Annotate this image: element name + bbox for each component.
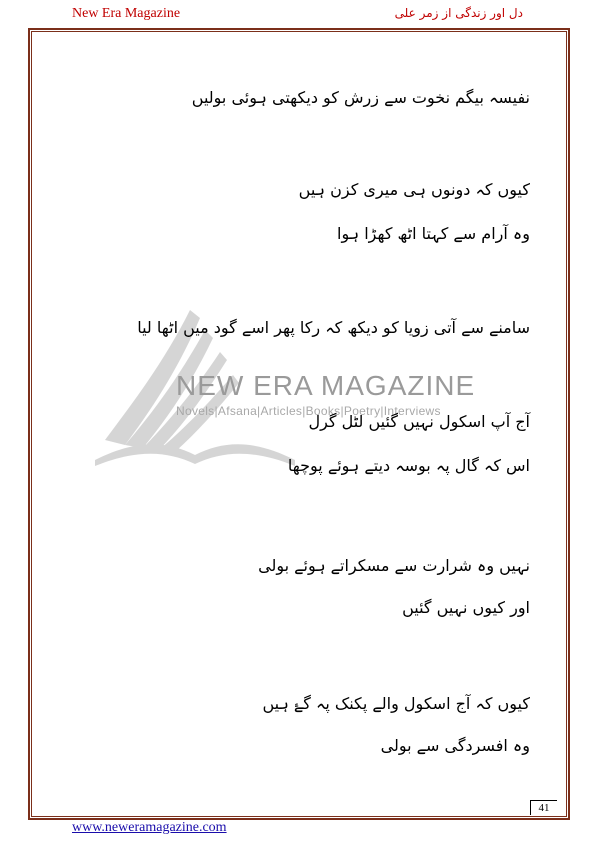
novel-title-header: دل اور زندگی از زمر علی: [394, 6, 523, 20]
watermark-title: NEW ERA MAGAZINE: [176, 370, 476, 401]
body-line-3: وہ آرام سے کہتا اٹھ کھڑا ہوا: [337, 224, 530, 243]
body-line-5: آج آپ اسکول نہیں گئیں لٹل گرل: [308, 412, 530, 431]
body-line-10: وہ افسردگی سے بولی: [380, 736, 530, 755]
body-line-9: کیوں کہ آج اسکول والے پکنک پہ گۓ ہیں: [262, 694, 530, 713]
body-line-8: اور کیوں نہیں گئیں: [402, 598, 530, 617]
body-line-6: اس کہ گال پہ بوسہ دیتے ہوئے پوچھا: [287, 456, 530, 475]
body-line-1: نفیسہ بیگم نخوت سے زرش کو دیکھتی ہوئی بولیں: [191, 88, 530, 107]
body-line-2: کیوں کہ دونوں ہی میری کزن ہیں: [298, 180, 530, 199]
page-number: 41: [530, 800, 557, 815]
website-link[interactable]: www.neweramagazine.com: [72, 820, 227, 835]
watermark-subtitle: Novels|Afsana|Articles|Books|Poetry|Interviews: [176, 404, 441, 418]
body-line-7: نہیں وہ شرارت سے مسکراتے ہوئے بولی: [258, 556, 530, 575]
body-line-4: سامنے سے آتی زویا کو دیکھ کہ رکا پھر اسے گود میں اٹھا لیا: [137, 318, 530, 337]
magazine-name-header: New Era Magazine: [72, 6, 181, 21]
